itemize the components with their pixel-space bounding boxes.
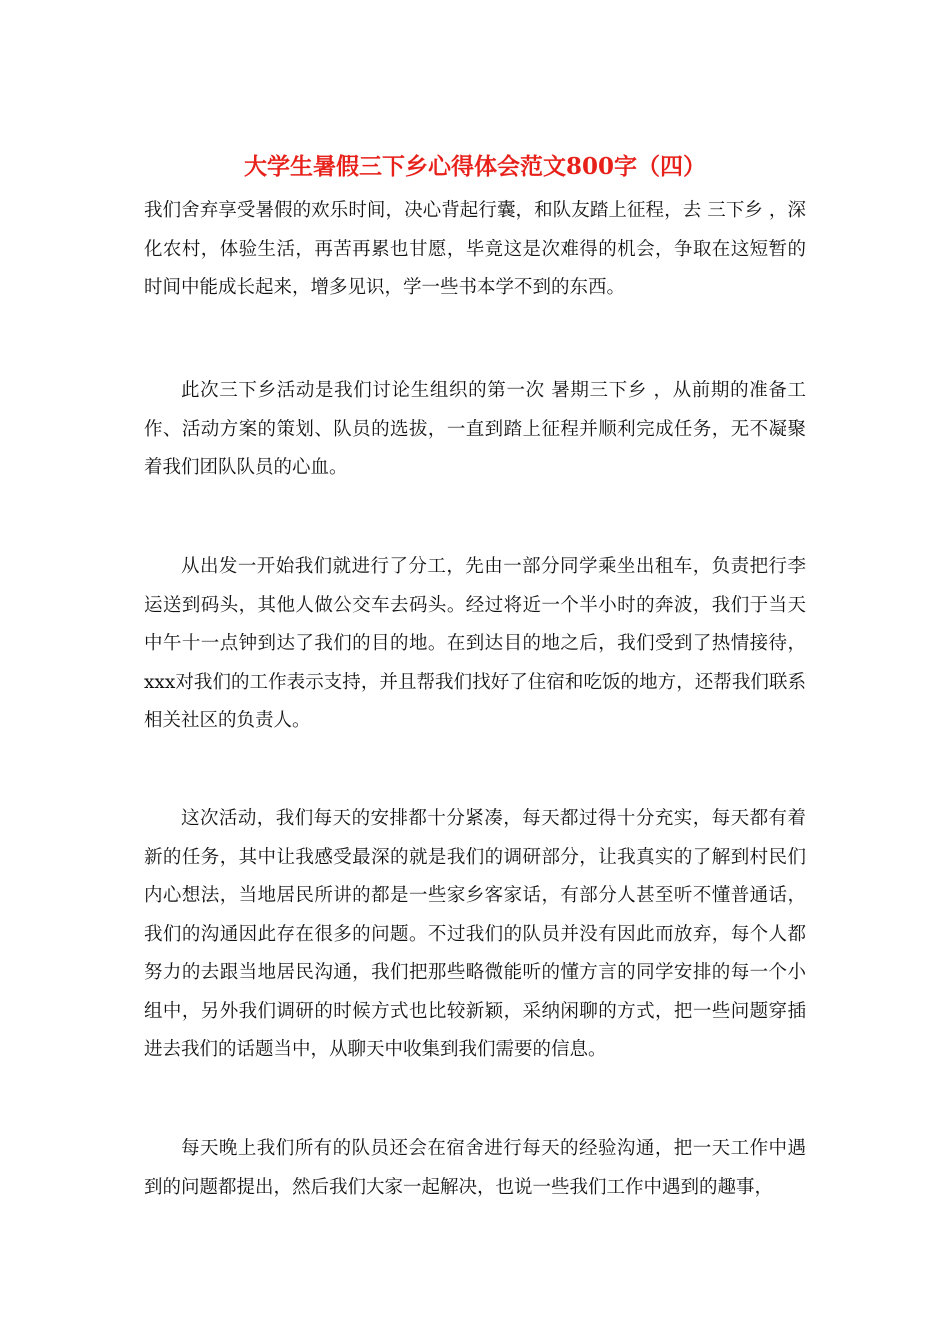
paragraph-3: 从出发一开始我们就进行了分工，先由一部分同学乘坐出租车，负责把行李运送到码头，其他人做公交车去码头。经过将近一个半小时的奔波，我们于当天中午十一点钟到达了我们的目的地。在到达目的地之后，我们受到了热情接待，xxx对我们的工作表示支持，并且帮我们找好了住宿和吃饭的地方，还帮我们联系相关社区的负责人。	[144, 556, 806, 731]
paragraph-1: 我们舍弃享受暑假的欢乐时间，决心背起行囊，和队友踏上征程，去 三下乡 ，深化农村，体验生活，再苦再累也甘愿，毕竟这是次难得的机会，争取在这短暂的时间中能成长起来，增多见识，学一些书本学不到的东西。	[144, 200, 806, 298]
paragraph-5: 每天晚上我们所有的队员还会在宿舍进行每天的经验沟通，把一天工作中遇到的问题都提出，然后我们大家一起解决，也说一些我们工作中遇到的趣事，	[144, 1138, 806, 1198]
paragraph-2: 此次三下乡活动是我们讨论生组织的第一次 暑期三下乡 ，从前期的准备工作、活动方案的策划、队员的选拔，一直到踏上征程并顺利完成任务，无不凝聚着我们团队队员的心血。	[144, 380, 806, 478]
paragraph-4: 这次活动，我们每天的安排都十分紧凑，每天都过得十分充实，每天都有着新的任务，其中让我感受最深的就是我们的调研部分，让我真实的了解到村民们内心想法，当地居民所讲的都是一些家乡客家话，有部分人甚至听不懂普通话，我们的沟通因此存在很多的问题。不过我们的队员并没有因此而放弃，每个人都努力的去跟当地居民沟通，我们把那些略微能听的懂方言的同学安排的每一个小组中，另外我们调研的时候方式也比较新颖，采纳闲聊的方式，把一些问题穿插进去我们的话题当中，从聊天中收集到我们需要的信息。	[144, 808, 806, 1060]
document-title: 大学生暑假三下乡心得体会范文800字（四）	[243, 153, 706, 180]
